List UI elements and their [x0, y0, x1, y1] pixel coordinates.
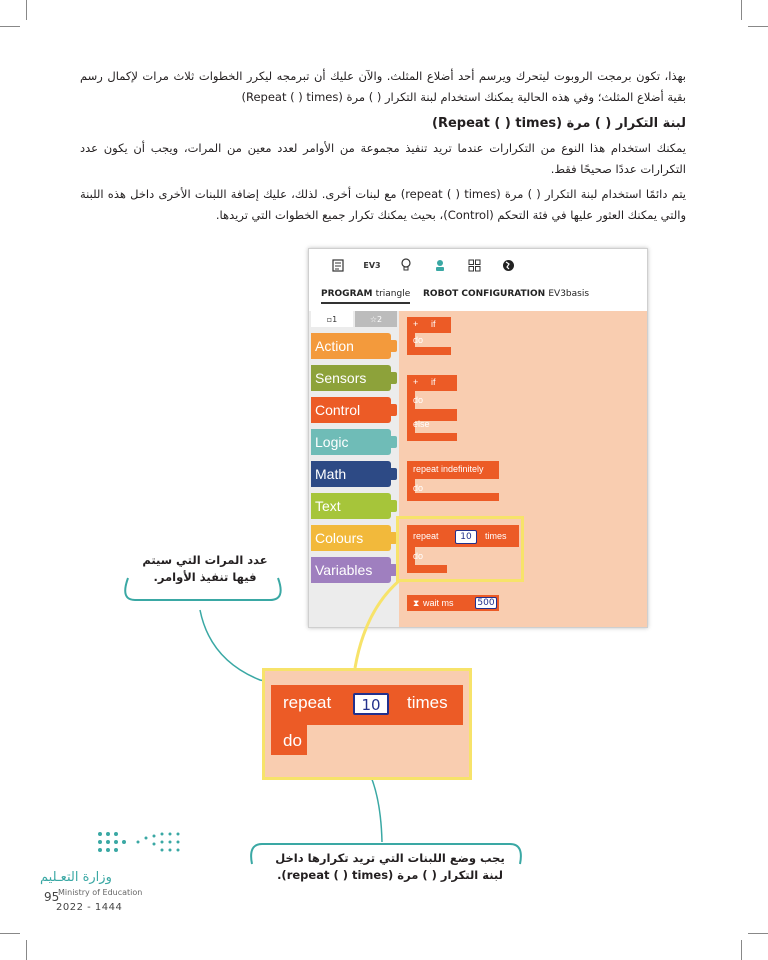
ministry-logo — [92, 828, 186, 862]
callout-bottom-line-1: يجب وضع اللبنات التي تريد تكرارها داخل — [275, 851, 505, 865]
year-label: 2022 - 1444 — [56, 902, 123, 913]
program-name: triangle — [375, 289, 411, 299]
repeat-count-input[interactable]: 10 — [455, 530, 477, 544]
ministry-name-ar: وزارة التعـليم — [40, 870, 112, 885]
category-variables[interactable]: Variables — [311, 557, 391, 583]
tab-program[interactable]: PROGRAM triangle — [321, 289, 410, 304]
ministry-name-en: Ministry of Education — [58, 888, 143, 897]
ev3-icon[interactable]: EV3 — [363, 260, 381, 270]
zoom-count-input: 10 — [353, 693, 389, 715]
config-name: EV3basis — [548, 289, 590, 299]
callout-nested-blocks — [252, 850, 528, 884]
hourglass-icon: ⧗ — [413, 598, 420, 608]
page-number: 95 — [44, 890, 60, 904]
plus-icon[interactable]: + — [413, 377, 419, 387]
times-label: times — [485, 531, 507, 541]
paragraph-1: يمكنك استخدام هذا النوع من التكرارات عندما تريد تنفيذ مجموعة من الأوامر لعدد معين من المرات، ويجب أن يكون عدد التكرارات عددًا صحيحًا فقط. — [80, 141, 686, 176]
repeat-label: repeat — [413, 531, 439, 541]
zoom-do-label: do — [283, 731, 302, 750]
repeat-indefinitely-label: repeat indefinitely — [413, 464, 484, 474]
if-label: if — [431, 377, 436, 387]
do-label: do — [413, 483, 424, 493]
callout-top-line-2: فيها تنفيذ الأوامر. — [153, 570, 257, 584]
callout-bottom-line-2: لبنة التكرار ( ) مرة (repeat ( ) times). — [277, 868, 503, 882]
do-label: do — [413, 551, 424, 561]
category-action[interactable]: Action — [311, 333, 391, 359]
plus-icon[interactable]: + — [413, 319, 419, 329]
if-label: if — [431, 319, 436, 329]
section-heading: لبنة التكرار ( ) مرة (Repeat ( ) times) — [432, 116, 686, 131]
zoom-times-label: times — [407, 693, 448, 712]
category-colours[interactable]: Colours — [311, 525, 391, 551]
category-sensors[interactable]: Sensors — [311, 365, 391, 391]
callout-top-line-1: عدد المرات التي سيتم — [142, 553, 268, 567]
level-1-tab[interactable]: ▫1 — [311, 311, 353, 327]
category-logic[interactable]: Logic — [311, 429, 391, 455]
wait-ms-input[interactable]: 500 — [475, 597, 497, 609]
zoom-repeat-notch — [271, 755, 331, 767]
paragraph-2: يتم دائمًا استخدام لبنة التكرار ( ) مرة (repeat ( ) times) مع لبنات أخرى. لذلك، عليك إضافة اللبنات الأخرى داخل هذه اللبنة والتي يمكنك العثور عليها في فئة التحكم (Control)، بحيث يمكنك تكرار جميع الخطوات التي تريدها. — [80, 187, 686, 222]
repeat-highlight-zoom — [262, 668, 472, 780]
callout-repeat-count — [120, 552, 290, 586]
category-math[interactable]: Math — [311, 461, 391, 487]
do-label: do — [413, 395, 424, 405]
intro-paragraph: بهذا، تكون برمجت الروبوت ليتحرك ويرسم أحد أضلاع المثلث. والآن عليك أن تبرمجه ليكرر الخطوات ثلاث مرات لإكمال رسم بقية أضلاع المثلث؛ وفي هذه الحالية يمكنك استخدام لبنة التكرار ( ) مرة (Repeat ( ) times) — [80, 69, 686, 104]
tab-robot-configuration[interactable]: ROBOT CONFIGURATION EV3basis — [423, 289, 590, 299]
zoom-repeat-label: repeat — [283, 693, 332, 712]
else-label: else — [413, 419, 430, 429]
level-2-tab[interactable]: ☆2 — [355, 311, 397, 327]
category-control[interactable]: Control — [311, 397, 391, 423]
do-label: do — [413, 335, 424, 345]
wait-ms-label: wait ms — [423, 598, 454, 608]
category-text[interactable]: Text — [311, 493, 391, 519]
